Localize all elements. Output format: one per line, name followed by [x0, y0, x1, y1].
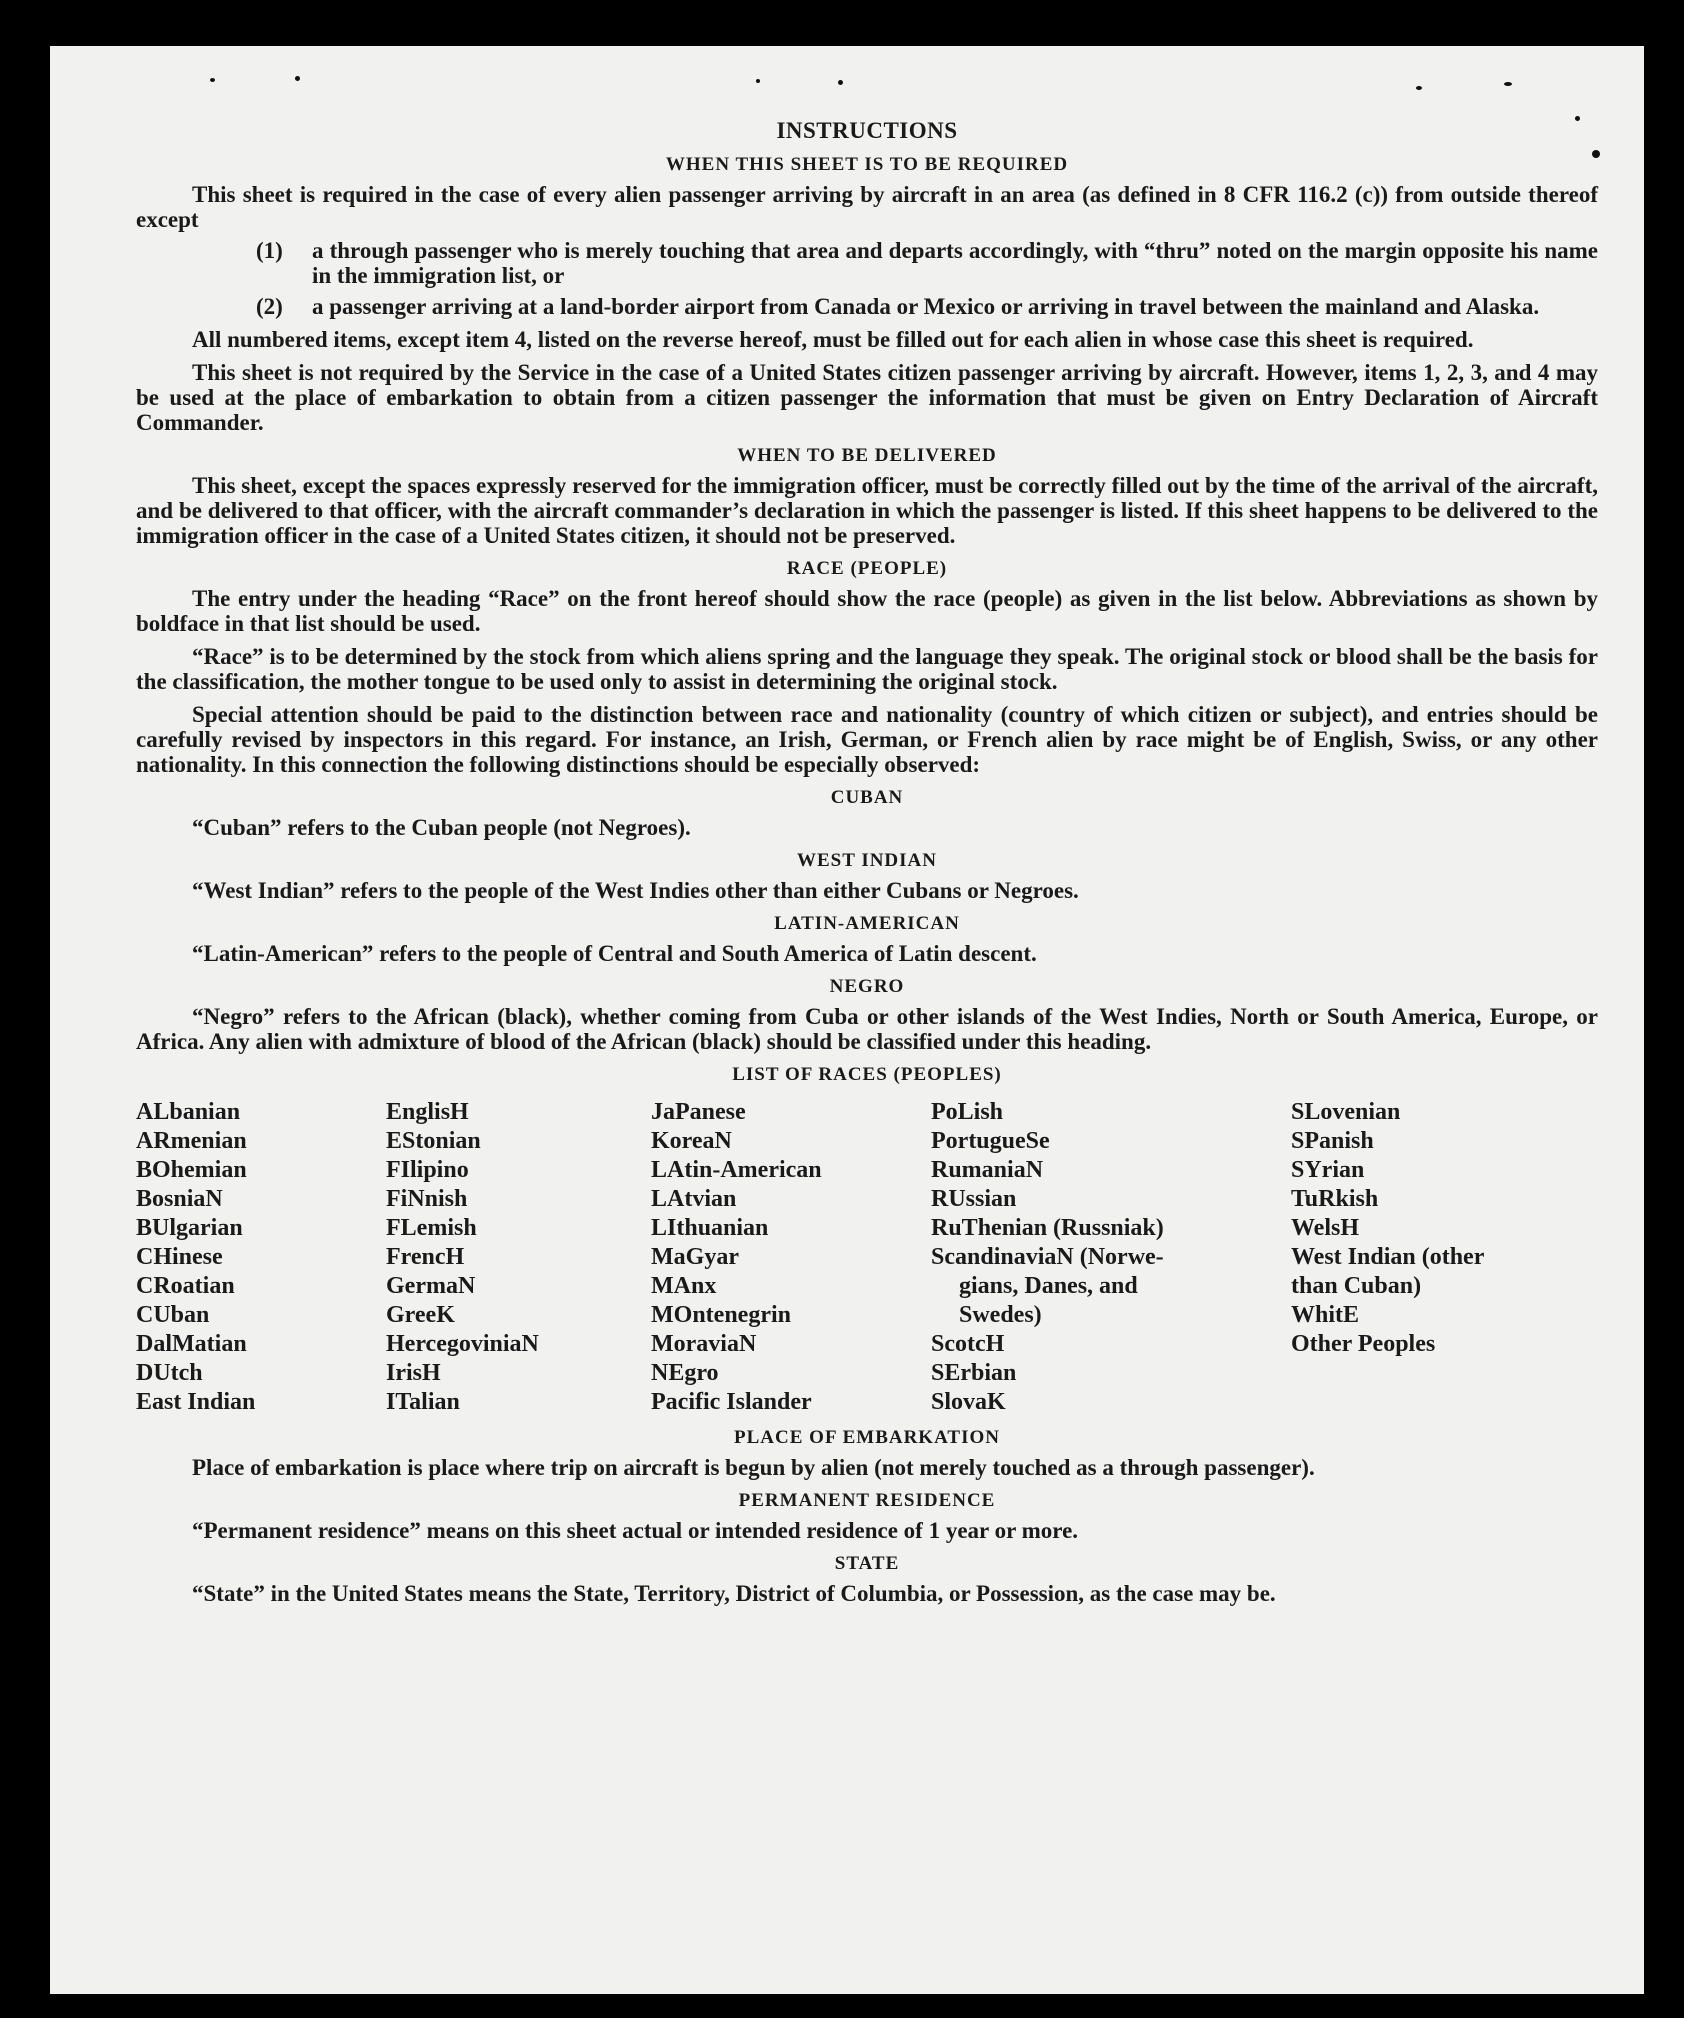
race-entry: MOntenegrin	[651, 1302, 791, 1328]
races-column-3	[651, 1098, 931, 1417]
paragraph: This sheet, except the spaces expressly reserved for the immigration officer, must be correctly filled out by the time of the arrival of the aircraft, and be delivered to that officer, with the aircraft commander’s declaration in which the passenger is listed. If this sheet happens to be delivered to the immigration officer in the case of a United States citizen, it should not be preserved.	[136, 473, 1598, 548]
list-item	[136, 238, 1598, 288]
race-entry: ScandinaviaN (Norwe-	[931, 1244, 1164, 1270]
race-entry: LAtin-American	[651, 1157, 822, 1183]
race-entry: ITalian	[386, 1389, 460, 1415]
race-entry: BOhemian	[136, 1157, 247, 1183]
race-entry: ScotcH	[931, 1331, 1005, 1357]
scan-speck	[756, 79, 760, 83]
list-item	[136, 294, 1598, 319]
race-entry: Swedes)	[959, 1302, 1042, 1328]
instructions-content	[136, 118, 1598, 1606]
race-entry: than Cuban)	[1291, 1273, 1422, 1299]
paragraph: The entry under the heading “Race” on the front hereof should show the race (people) as given in the list below. Abbreviations as shown by boldface in that list should be used.	[136, 586, 1598, 636]
paragraph: This sheet is required in the case of every alien passenger arriving by aircraft in an area (as defined in 8 CFR 116.2 (c)) from outside thereof except	[136, 182, 1598, 232]
page-title: INSTRUCTIONS	[776, 118, 958, 143]
race-entry: Other Peoples	[1291, 1331, 1436, 1357]
heading-when-required: WHEN THIS SHEET IS TO BE REQUIRED	[665, 154, 1069, 175]
scan-speck	[210, 78, 215, 82]
race-entry: BosniaN	[136, 1186, 223, 1212]
heading-west-indian: WEST INDIAN	[797, 850, 937, 871]
race-entry: FLemish	[386, 1215, 477, 1241]
item-text: a through passenger who is merely touching that area and departs accordingly, with “thru” noted on the margin opposite his name in the immigration list, or	[312, 238, 1598, 288]
document-sheet	[50, 46, 1644, 1994]
item-number: (2)	[256, 294, 283, 319]
race-entry: LAtvian	[651, 1186, 737, 1212]
race-entry: ALbanian	[136, 1099, 241, 1125]
paragraph: Special attention should be paid to the distinction between race and nationality (country of which citizen or subject), and entries should be carefully revised by inspectors in this regard. For instance, an Irish, German, or French alien by race might be of English, Swiss, or any other nationality. In this connection the following distinctions should be especially observed:	[136, 702, 1598, 777]
race-entry: FIlipino	[386, 1157, 469, 1183]
paragraph: “Cuban” refers to the Cuban people (not Negroes).	[192, 815, 691, 840]
races-column-1	[136, 1098, 386, 1417]
paragraph: All numbered items, except item 4, listed on the reverse hereof, must be filled out for each alien in whose case this sheet is required.	[192, 327, 1474, 352]
heading-race: RACE (PEOPLE)	[786, 558, 948, 579]
race-entry: West Indian (other	[1291, 1244, 1485, 1270]
scan-speck	[295, 76, 300, 81]
race-entry: PoLish	[931, 1099, 1004, 1125]
race-entry: MaGyar	[651, 1244, 739, 1270]
race-entry: WhitE	[1291, 1302, 1360, 1328]
paragraph: “Negro” refers to the African (black), whether coming from Cuba or other islands of the West Indies, North or South America, Europe, or Africa. Any alien with admixture of blood of the African (black) should be classified under this heading.	[136, 1004, 1598, 1054]
race-entry: DUtch	[136, 1360, 203, 1386]
scan-speck	[838, 80, 843, 85]
race-entry: FrencH	[386, 1244, 465, 1270]
race-entry: BUlgarian	[136, 1215, 243, 1241]
paragraph: This sheet is not required by the Service in the case of a United States citizen passenger arriving by aircraft. However, items 1, 2, 3, and 4 may be used at the place of embarkation to obtain from a citizen passenger the information that must be given on Entry Declaration of Aircraft Commander.	[136, 360, 1598, 435]
paragraph: “West Indian” refers to the people of the West Indies other than either Cubans or Negroes.	[192, 878, 1079, 903]
race-entry: LIthuanian	[651, 1215, 769, 1241]
race-entry: SPanish	[1291, 1128, 1374, 1154]
race-entry: EnglisH	[386, 1099, 469, 1125]
race-entry: WelsH	[1291, 1215, 1360, 1241]
race-entry: IrisH	[386, 1360, 441, 1386]
races-column-2	[386, 1098, 651, 1417]
race-entry: RuThenian (Russniak)	[931, 1215, 1164, 1241]
race-entry: East Indian	[136, 1389, 256, 1415]
heading-when-delivered: WHEN TO BE DELIVERED	[737, 445, 997, 466]
race-entry: CUban	[136, 1302, 210, 1328]
race-entry: SYrian	[1291, 1157, 1365, 1183]
race-entry: RUssian	[931, 1186, 1017, 1212]
paragraph: “Latin-American” refers to the people of Central and South America of Latin descent.	[192, 941, 1037, 966]
heading-negro: NEGRO	[829, 976, 905, 997]
race-entry: FiNnish	[386, 1186, 468, 1212]
race-entry: SErbian	[931, 1360, 1017, 1386]
race-entry: gians, Danes, and	[959, 1273, 1138, 1299]
race-entry: GermaN	[386, 1273, 476, 1299]
race-entry: SLovenian	[1291, 1099, 1401, 1125]
races-table	[136, 1098, 1598, 1417]
paragraph: “State” in the United States means the State, Territory, District of Columbia, or Possession, as the case may be.	[192, 1581, 1276, 1606]
race-entry: MoraviaN	[651, 1331, 757, 1357]
race-entry: ARmenian	[136, 1128, 247, 1154]
race-entry: MAnx	[651, 1273, 717, 1299]
race-entry: DalMatian	[136, 1331, 247, 1357]
scan-speck	[1416, 86, 1422, 90]
heading-latin-american: LATIN-AMERICAN	[774, 913, 960, 934]
paragraph: “Race” is to be determined by the stock from which aliens spring and the language they speak. The original stock or blood shall be the basis for the classification, the mother tongue to be used only to assist in determining the original stock.	[136, 644, 1598, 694]
race-entry: HercegoviniaN	[386, 1331, 539, 1357]
race-entry: TuRkish	[1291, 1186, 1379, 1212]
race-entry: SlovaK	[931, 1389, 1006, 1415]
race-entry: JaPanese	[651, 1099, 746, 1125]
race-entry: NEgro	[651, 1360, 719, 1386]
race-entry: CRoatian	[136, 1273, 235, 1299]
race-entry: CHinese	[136, 1244, 223, 1270]
race-entry: EStonian	[386, 1128, 481, 1154]
race-entry: Pacific Islander	[651, 1389, 812, 1415]
paragraph: “Permanent residence” means on this sheet actual or intended residence of 1 year or more.	[192, 1518, 1079, 1543]
heading-place-of-embarkation: PLACE OF EMBARKATION	[734, 1427, 1000, 1448]
races-column-4	[931, 1098, 1291, 1417]
race-entry: PortugueSe	[931, 1128, 1050, 1154]
heading-permanent-residence: PERMANENT RESIDENCE	[738, 1490, 996, 1511]
heading-list-of-races: LIST OF RACES (PEOPLES)	[732, 1064, 1002, 1085]
paragraph: Place of embarkation is place where trip on aircraft is begun by alien (not merely touched as a through passenger).	[192, 1455, 1315, 1480]
heading-cuban: CUBAN	[830, 787, 904, 808]
races-column-5	[1291, 1098, 1551, 1417]
heading-state: STATE	[834, 1553, 900, 1574]
scan-speck	[1504, 82, 1512, 86]
race-entry: RumaniaN	[931, 1157, 1044, 1183]
race-entry: KoreaN	[651, 1128, 732, 1154]
race-entry: GreeK	[386, 1302, 455, 1328]
item-number: (1)	[256, 238, 283, 263]
item-text: a passenger arriving at a land-border airport from Canada or Mexico or arriving in travel between the mainland and Alaska.	[312, 294, 1540, 319]
